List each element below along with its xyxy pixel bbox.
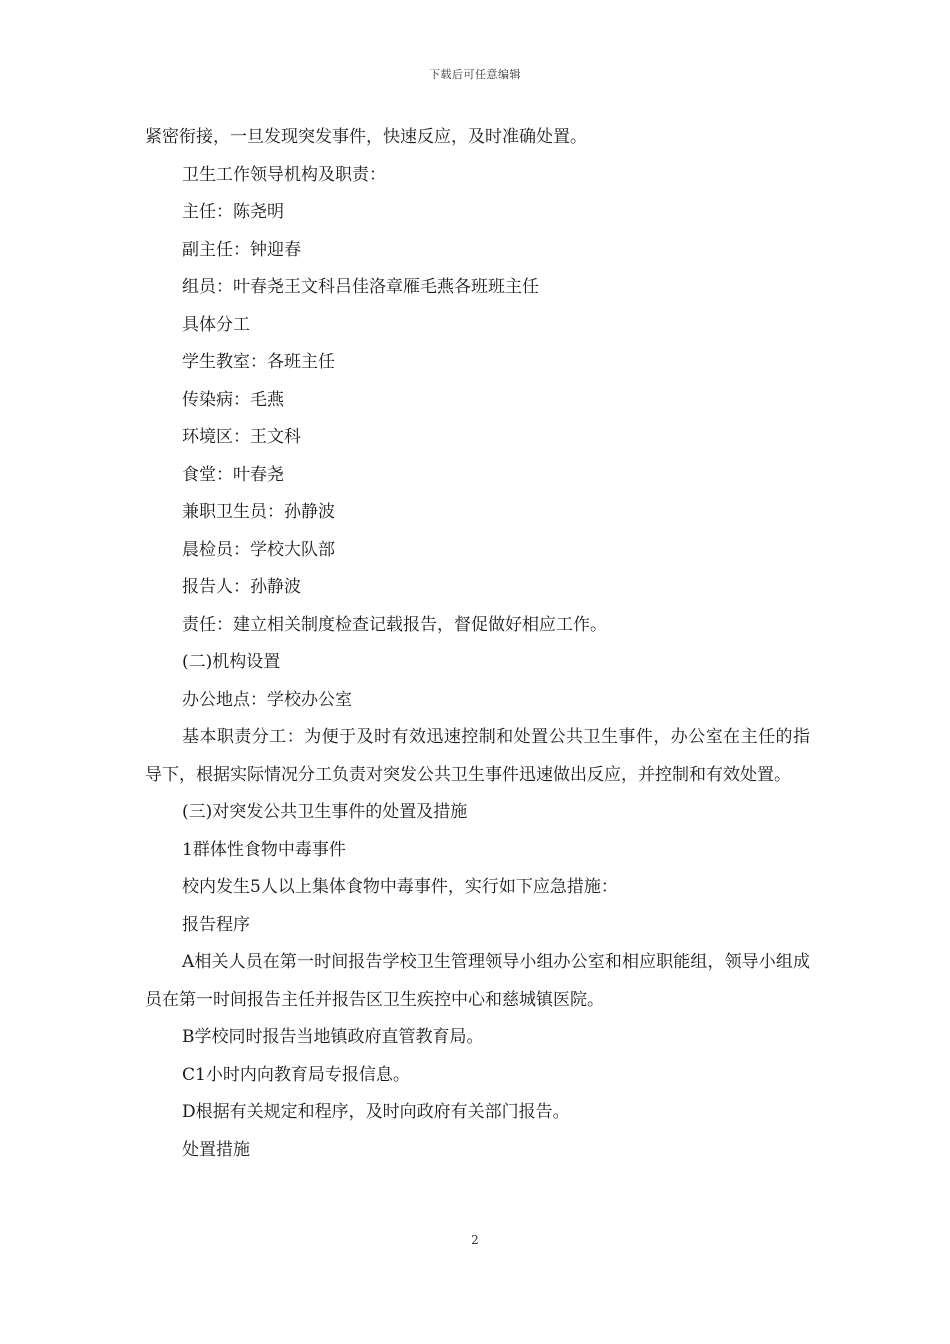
paragraph: D根据有关规定和程序，及时向政府有关部门报告。	[182, 1102, 570, 1122]
paragraph: 处置措施	[182, 1139, 250, 1160]
paragraph: 基本职责分工：为便于及时有效迅速控制和处置公共卫生事件，办公室在主任的指导下，根据实际情况分工负责对突发公共卫生事件迅速做出反应，并控制和有效处置。	[145, 727, 810, 785]
section-heading: (三)对突发公共卫生事件的处置及措施	[182, 802, 468, 822]
paragraph: C1小时内向教育局专报信息。	[182, 1064, 410, 1085]
page-header-note: 下载后可任意编辑	[429, 68, 521, 81]
paragraph: 晨检员：学校大队部	[182, 539, 335, 560]
paragraph: 组员：叶春尧王文科吕佳洛章雁毛燕各班班主任	[182, 277, 539, 297]
paragraph: B学校同时报告当地镇政府直管教育局。	[182, 1027, 484, 1047]
document-body	[145, 119, 810, 1169]
paragraph: 环境区：王文科	[182, 427, 301, 447]
paragraph: 副主任：钟迎春	[182, 239, 301, 260]
paragraph: 学生教室：各班主任	[182, 352, 335, 372]
paragraph: 报告程序	[182, 914, 250, 935]
paragraph: 校内发生5人以上集体食物中毒事件，实行如下应急措施：	[182, 877, 618, 897]
paragraph: 责任：建立相关制度检查记载报告，督促做好相应工作。	[182, 614, 607, 635]
page-number: 2	[471, 1233, 479, 1247]
paragraph: 传染病：毛燕	[182, 389, 284, 410]
paragraph: 报告人：孙静波	[182, 577, 301, 597]
paragraph: 卫生工作领导机构及职责：	[182, 164, 386, 185]
paragraph: 食堂：叶春尧	[182, 464, 284, 485]
section-heading: (二)机构设置	[182, 652, 281, 672]
paragraph: 办公地点：学校办公室	[182, 689, 352, 710]
paragraph: 主任：陈尧明	[182, 202, 284, 222]
paragraph: A相关人员在第一时间报告学校卫生管理领导小组办公室和相应职能组，领导小组成员在第一时间报告主任并报告区卫生疾控中心和慈城镇医院。	[145, 952, 810, 1010]
paragraph: 1群体性食物中毒事件	[182, 839, 346, 860]
paragraph: 紧密衔接，一旦发现突发事件，快速反应，及时准确处置。	[145, 127, 587, 147]
paragraph: 兼职卫生员：孙静波	[182, 502, 335, 522]
paragraph: 具体分工	[182, 314, 250, 335]
